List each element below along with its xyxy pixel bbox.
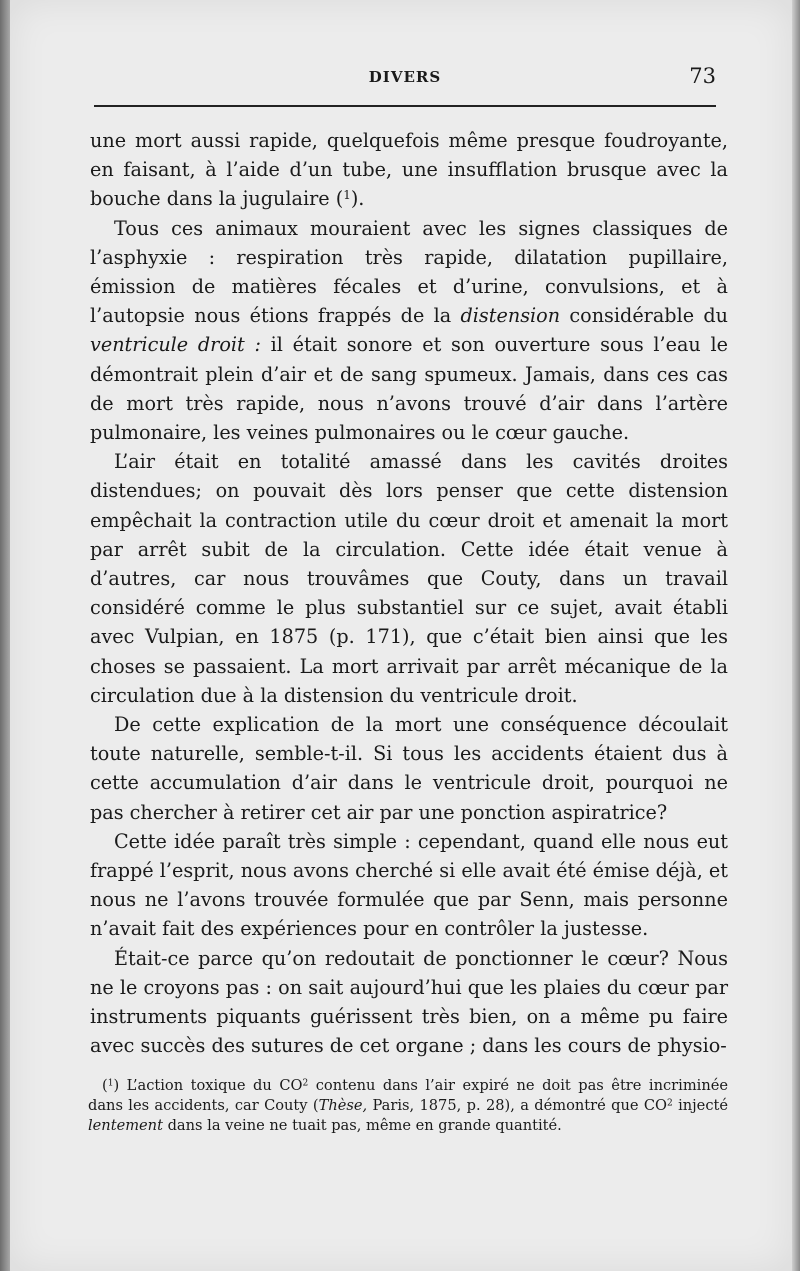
text-run: L’air était en totalité amassé dans les cavités droites distendues; on pouvait dès lors penser que cette distension empêchait la contraction utile du cœur droit et amenait la mort par arrêt subit de la circulation. Cette idée était venue à d’autres, car nous trouvâmes que Couty, dans un travail considéré comme le plus substantiel sur ce sujet, avait établi avec Vulpian, en 1875 (p. 171), que c’était bien ainsi que les choses se passaient. La mort arrivait par arrêt mécanique de la circulation due à la distension du ventricule droit. xyxy=(90,450,728,707)
paragraph xyxy=(90,827,728,944)
superscript: 1 xyxy=(343,188,351,203)
paragraph xyxy=(90,710,728,827)
page-gutter-shadow xyxy=(0,0,10,1271)
italic-text: lentement xyxy=(88,1117,163,1134)
paragraph xyxy=(90,447,728,710)
body-text xyxy=(90,126,728,1061)
text-run: injecté xyxy=(672,1097,728,1114)
footnotes xyxy=(88,1076,728,1136)
text-run: ) L’action toxique du CO xyxy=(113,1077,303,1094)
header-rule xyxy=(94,105,716,107)
running-title: DIVERS xyxy=(368,68,442,86)
paragraph xyxy=(90,126,728,214)
text-run: Tous ces animaux mouraient avec les signes classiques de l’asphyxie : respiration très rapide, dilatation pupillaire, émission de matières fécales et d’urine, convulsions, et à l’autopsie nous étions frappés de la xyxy=(90,216,728,328)
text-run: il était sonore et son ouverture sous l’eau le démontrait plein d’air et de sang spumeux. Jamais, dans ces cas de mort très rapide, nous n’avons trouvé d’air dans l’artère pulmonaire, les veines pulmonaires ou le cœur gauche. xyxy=(90,333,728,445)
text-run: ( xyxy=(102,1077,108,1094)
paragraph xyxy=(90,944,728,1061)
italic-text: Thèse, xyxy=(318,1097,368,1114)
running-head xyxy=(94,66,716,94)
italic-text: distension xyxy=(460,304,561,328)
text-run: Cette idée paraît très simple : cependant, quand elle nous eut frappé l’esprit, nous avons cherché si elle avait été émise déjà, et nous ne l’avons trouvée formulée que par Senn, mais personne n’avait fait des expériences pour en contrôler la justesse. xyxy=(90,829,728,941)
text-run: considérable du xyxy=(560,304,728,328)
superscript: 1 xyxy=(107,1078,114,1089)
text-run: contenu dans l’air expiré ne doit pas être incriminée dans les accidents, car Couty ( xyxy=(88,1077,728,1114)
footnote xyxy=(88,1076,728,1136)
page-edge xyxy=(792,0,800,1271)
text-run: une mort aussi rapide, quelquefois même presque foudroyante, en faisant, à l’aide d’un tube, une insufflation brusque avec la bouche dans la jugulaire ( xyxy=(90,129,728,211)
text-run: ). xyxy=(350,187,365,211)
superscript: 2 xyxy=(302,1078,309,1089)
text-run: Était-ce parce qu’on redoutait de ponctionner le cœur? Nous ne le croyons pas : on sait aujourd’hui que les plaies du cœur par instruments piquants guérissent très bien, on a même pu faire avec succès des sutures de cet organe ; dans les cours de physio- xyxy=(90,946,728,1058)
superscript: 2 xyxy=(666,1098,673,1109)
text-run: De cette explication de la mort une conséquence découlait toute naturelle, semble-t-il. Si tous les accidents étaient dus à cette accumulation d’air dans le ventricule droit, pourquoi ne pas chercher à retirer cet air par une ponction aspiratrice? xyxy=(90,713,728,824)
page-number: 73 xyxy=(689,64,716,88)
paragraph xyxy=(90,214,728,448)
italic-text: ventricule droit : xyxy=(90,333,261,357)
text-run: Paris, 1875, p. 28), a démontré que CO xyxy=(367,1097,667,1114)
text-run: dans la veine ne tuait pas, même en grande quantité. xyxy=(162,1117,562,1134)
